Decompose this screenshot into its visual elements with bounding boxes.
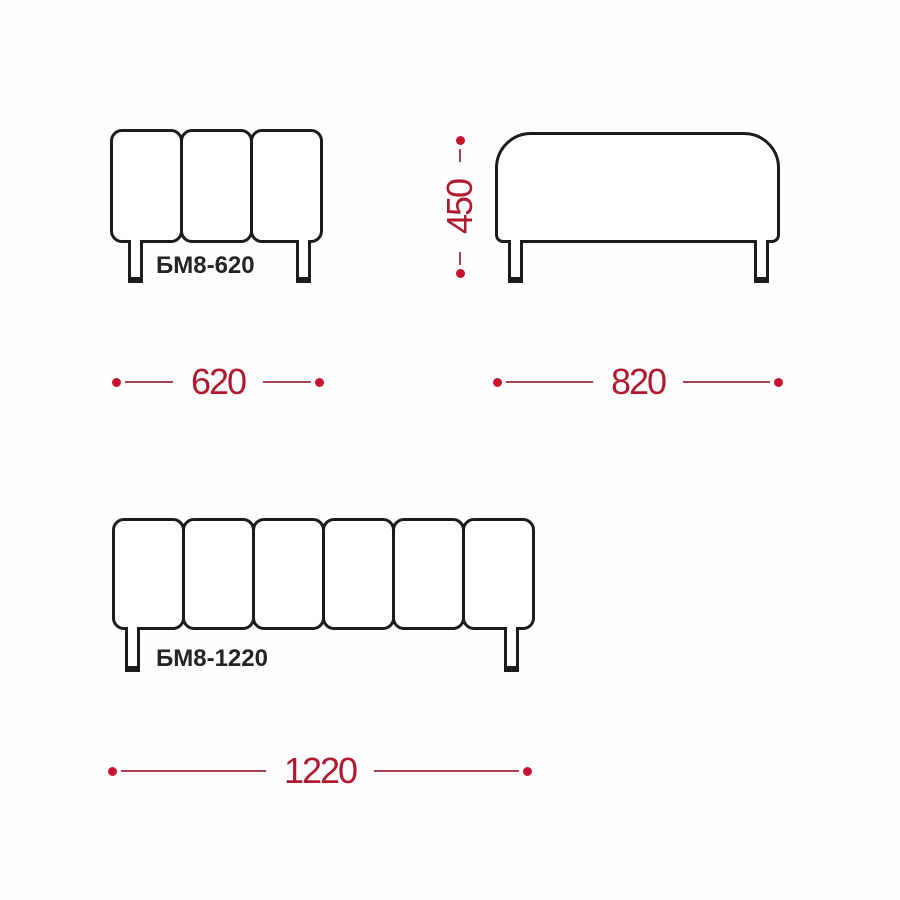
seat-cushion: [182, 518, 255, 630]
bench-bm8-620-left-leg: [128, 240, 143, 283]
dimension-line: [683, 381, 770, 383]
seat-cushion: [252, 518, 325, 630]
dimension-endpoint-dot: [456, 269, 465, 278]
dimension-line: [506, 381, 593, 383]
dimension-endpoint-dot: [456, 136, 465, 145]
seat-cushion: [462, 518, 535, 630]
dimension-width-620: [112, 362, 324, 402]
bench-bm8-620-label: БМ8-620: [156, 252, 255, 279]
seat-cushion: [110, 129, 183, 243]
dimension-width-820: [493, 362, 783, 402]
dimension-endpoint-dot: [774, 378, 783, 387]
dimension-value: 620: [190, 361, 246, 402]
bench-bm8-1220-label: БМ8-1220: [156, 645, 268, 672]
bench-bm8-1220-seats: [112, 518, 535, 630]
dimension-line: [125, 381, 173, 383]
bench-bm8-1220-left-leg: [125, 627, 140, 672]
bench-side-view-body: [495, 132, 780, 243]
dimension-line: [374, 770, 519, 772]
dimension-endpoint-dot: [523, 767, 532, 776]
seat-cushion: [112, 518, 185, 630]
dimension-value: 820: [610, 361, 666, 402]
seat-cushion: [180, 129, 253, 243]
bench-side-view-right-leg: [754, 240, 769, 283]
bench-side-view-left-leg: [508, 240, 523, 283]
seat-cushion: [250, 129, 323, 243]
bench-bm8-1220-right-leg: [504, 627, 519, 672]
dimension-height-450: [440, 136, 480, 278]
dimension-line: [263, 381, 311, 383]
dimension-line: [459, 149, 461, 162]
bench-bm8-620-seats: [110, 129, 323, 243]
bench-bm8-620-right-leg: [296, 240, 311, 283]
seat-cushion: [392, 518, 465, 630]
dimension-width-1220: [108, 751, 532, 791]
seat-cushion: [322, 518, 395, 630]
dimension-value: 450: [439, 179, 480, 235]
dimension-endpoint-dot: [493, 378, 502, 387]
dimension-endpoint-dot: [315, 378, 324, 387]
dimension-line: [121, 770, 266, 772]
dimension-line: [459, 252, 461, 265]
dimension-value: 1220: [283, 750, 357, 791]
dimension-endpoint-dot: [108, 767, 117, 776]
dimension-endpoint-dot: [112, 378, 121, 387]
